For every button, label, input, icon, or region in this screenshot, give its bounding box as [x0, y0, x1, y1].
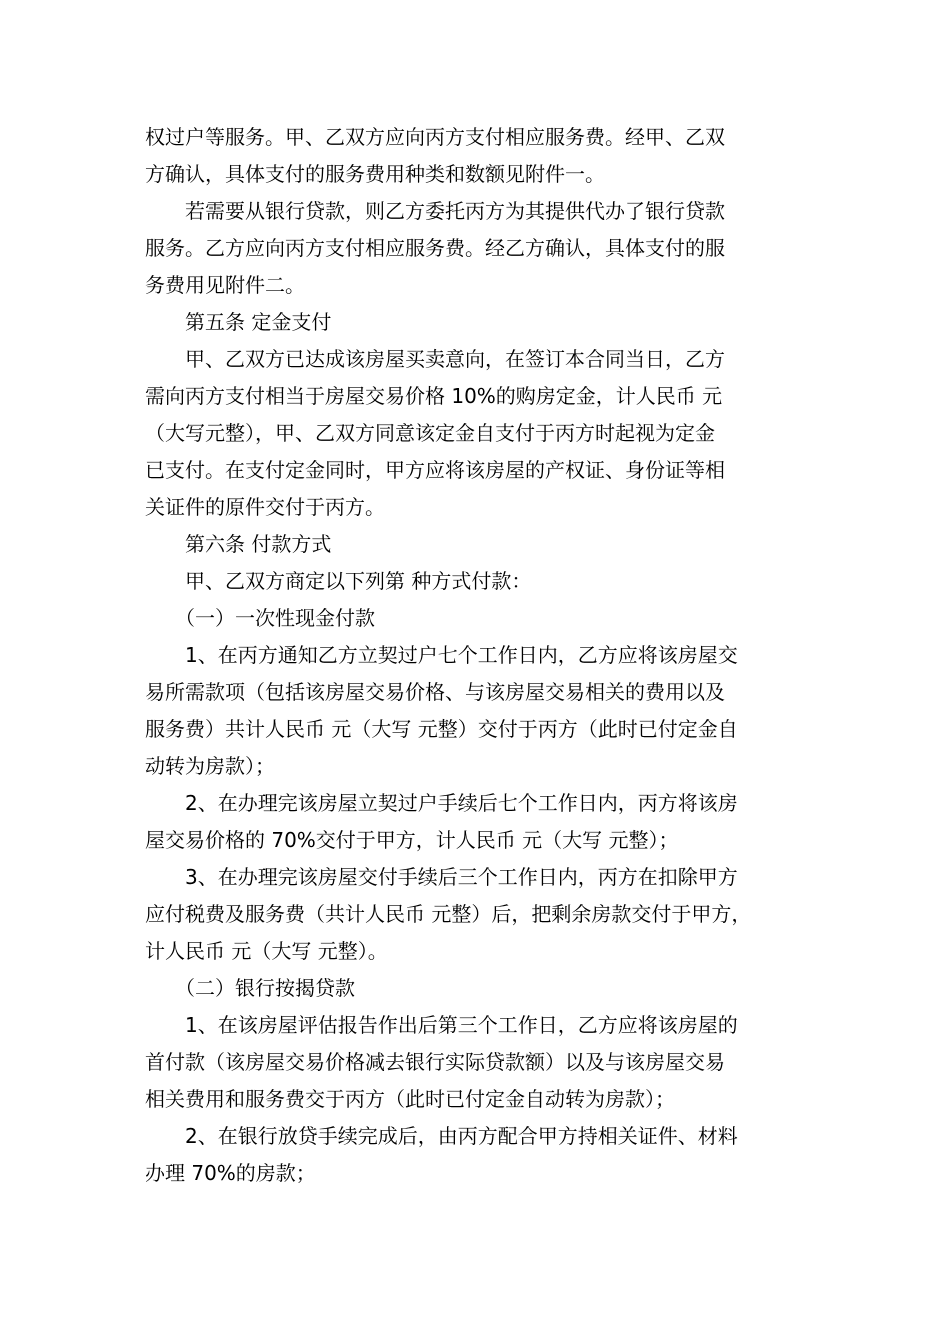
- text-line: 若需要从银行贷款，则乙方委托丙方为其提供代办了银行贷款: [145, 199, 725, 223]
- text-line: 2、在办理完该房屋立契过户手续后七个工作日内，丙方将该房: [145, 791, 738, 815]
- text-line: 权过户等服务。甲、乙双方应向丙方支付相应服务费。经甲、乙双: [145, 125, 725, 149]
- text-line: 应付税费及服务费（共计人民币 元整）后，把剩余房款交付于甲方，: [145, 902, 752, 926]
- text-line: 甲、乙双方已达成该房屋买卖意向，在签订本合同当日，乙方: [145, 347, 725, 371]
- text-line: 关证件的原件交付于丙方。: [145, 495, 385, 519]
- section-heading: 第六条 付款方式: [145, 532, 332, 556]
- section-heading: 第五条 定金支付: [145, 310, 332, 334]
- text-line: 务费用见附件二。: [145, 273, 305, 297]
- subsection-heading: （二）银行按揭贷款: [145, 976, 355, 1000]
- text-line: 易所需款项（包括该房屋交易价格、与该房屋交易相关的费用以及: [145, 680, 725, 704]
- subsection-heading: （一）一次性现金付款: [145, 606, 375, 630]
- text-line: （大写元整），甲、乙双方同意该定金自支付于丙方时起视为定金: [145, 421, 715, 445]
- text-line: 服务费）共计人民币 元（大写 元整）交付于丙方（此时已付定金自: [145, 717, 738, 741]
- text-line: 方确认，具体支付的服务费用种类和数额见附件一。: [145, 162, 605, 186]
- text-line: 办理 70%的房款；: [145, 1161, 316, 1185]
- text-line: 已支付。在支付定金同时，甲方应将该房屋的产权证、身份证等相: [145, 458, 725, 482]
- text-line: 屋交易价格的 70%交付于甲方，计人民币 元（大写 元整）；: [145, 828, 679, 852]
- text-line: 服务。乙方应向丙方支付相应服务费。经乙方确认，具体支付的服: [145, 236, 725, 260]
- text-line: 甲、乙双方商定以下列第 种方式付款：: [145, 569, 532, 593]
- text-line: 3、在办理完该房屋交付手续后三个工作日内，丙方在扣除甲方: [145, 865, 738, 889]
- text-line: 1、在丙方通知乙方立契过户七个工作日内，乙方应将该房屋交: [145, 643, 738, 667]
- text-line: 1、在该房屋评估报告作出后第三个工作日，乙方应将该房屋的: [145, 1013, 738, 1037]
- document-body: [145, 119, 810, 1192]
- text-line: 需向丙方支付相当于房屋交易价格 10%的购房定金，计人民币 元: [145, 384, 723, 408]
- text-line: 首付款（该房屋交易价格减去银行实际贷款额）以及与该房屋交易: [145, 1050, 725, 1074]
- text-line: 相关费用和服务费交于丙方（此时已付定金自动转为房款）；: [145, 1087, 675, 1111]
- text-line: 2、在银行放贷手续完成后，由丙方配合甲方持相关证件、材料: [145, 1124, 738, 1148]
- text-line: 动转为房款）；: [145, 754, 275, 778]
- text-line: 计人民币 元（大写 元整）。: [145, 939, 388, 963]
